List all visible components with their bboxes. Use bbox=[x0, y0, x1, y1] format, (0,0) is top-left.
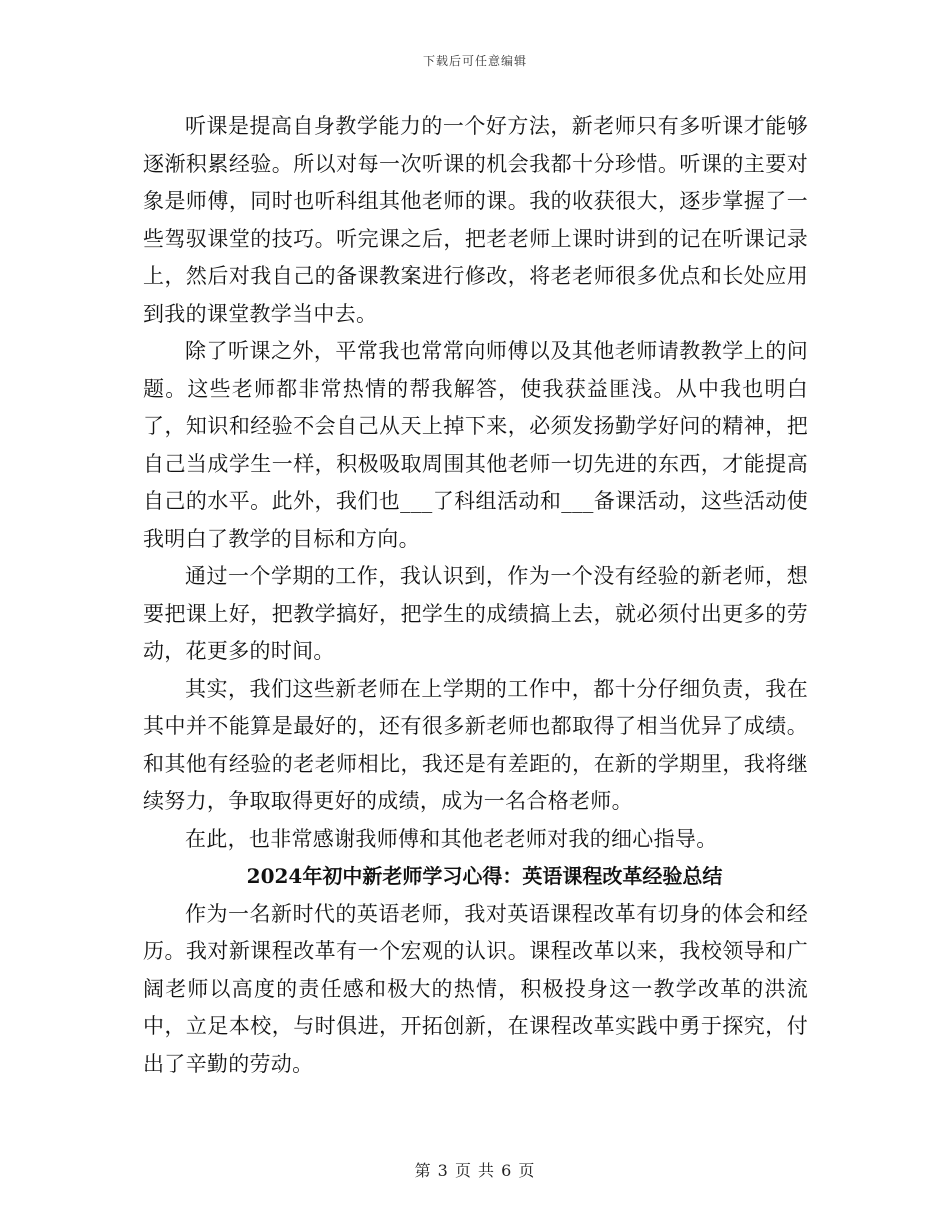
paragraph-english-reform: 作为一名新时代的英语老师，我对英语课程改革有切身的体会和经历。我对新课程改革有一个宏观的认识。课程改革以来，我校领导和广阔老师以高度的责任感和极大的热情，积极投身这一教学改革的洪流中，立足本校，与时俱进，开拓创新，在课程改革实践中勇于探究，付出了辛勤的劳动。 bbox=[143, 901, 808, 1076]
paragraph-asking-mentors: 除了听课之外，平常我也常常向师傅以及其他老师请教教学上的问题。这些老师都非常热情的帮我解答，使我获益匪浅。从中我也明白了，知识和经验不会自己从天上掉下来，必须发扬勤学好问的精神，把自己当成学生一样，积极吸取周围其他老师一切先进的东西，才能提高自己的水平。此外，我们也___了科组活动和___备课活动，这些活动使我明白了教学的目标和方向。 bbox=[143, 339, 808, 551]
page-header: 下载后可任意编辑 bbox=[422, 54, 527, 68]
paragraph-thanks: 在此，也非常感谢我师傅和其他老老师对我的细心指导。 bbox=[185, 826, 718, 851]
paragraph-semester-reflection: 通过一个学期的工作，我认识到，作为一个没有经验的新老师，想要把课上好，把教学搞好，把学生的成绩搞上去，就必须付出更多的劳动，花更多的时间。 bbox=[143, 564, 808, 663]
paragraph-listening-classes: 听课是提高自身教学能力的一个好方法，新老师只有多听课才能够逐渐积累经验。所以对每一次听课的机会我都十分珍惜。听课的主要对象是师傅，同时也听科组其他老师的课。我的收获很大，逐步掌握了一些驾驭课堂的技巧。听完课之后，把老老师上课时讲到的记在听课记录上，然后对我自己的备课教案进行修改，将老老师很多优点和长处应用到我的课堂教学当中去。 bbox=[143, 114, 808, 326]
section-title: 2024年初中新老师学习心得：英语课程改革经验总结 bbox=[246, 864, 723, 888]
paragraph-comparison: 其实，我们这些新老师在上学期的工作中，都十分仔细负责，我在其中并不能算是最好的，还有很多新老师也都取得了相当优异了成绩。和其他有经验的老老师相比，我还是有差距的，在新的学期里，我将继续努力，争取取得更好的成绩，成为一名合格老师。 bbox=[143, 676, 808, 813]
page-number: 第 3 页 共 6 页 bbox=[414, 1161, 536, 1180]
document-body bbox=[143, 108, 808, 1083]
